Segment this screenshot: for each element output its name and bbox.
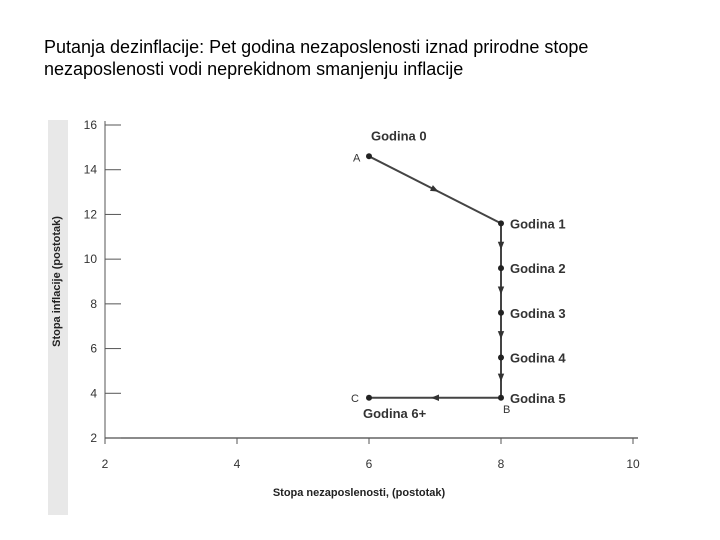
direction-arrow bbox=[498, 242, 504, 250]
point-label: Godina 5 bbox=[510, 390, 566, 406]
y-tick-label: 12 bbox=[83, 207, 97, 222]
point-letter-label: B bbox=[503, 403, 511, 416]
point-label: Godina 4 bbox=[510, 350, 566, 366]
point-label: Godina 3 bbox=[510, 305, 566, 321]
y-tick-label: 10 bbox=[83, 252, 97, 267]
x-tick-label: 2 bbox=[101, 457, 109, 471]
x-tick-label: 8 bbox=[497, 457, 505, 471]
data-point bbox=[498, 220, 504, 226]
y-tick-label: 4 bbox=[90, 386, 97, 401]
direction-arrow bbox=[498, 374, 504, 382]
data-point bbox=[498, 395, 504, 401]
data-point bbox=[498, 265, 504, 271]
y-tick-label: 14 bbox=[83, 162, 97, 177]
point-label: Godina 6+ bbox=[363, 405, 427, 421]
direction-arrow bbox=[498, 286, 504, 294]
direction-arrow bbox=[431, 395, 439, 401]
y-tick-label: 6 bbox=[90, 341, 97, 356]
point-label: Godina 0 bbox=[371, 128, 427, 144]
y-tick-label: 2 bbox=[90, 431, 97, 445]
chart-container bbox=[48, 120, 648, 515]
data-point bbox=[498, 355, 504, 361]
direction-arrow bbox=[430, 185, 440, 194]
disinflation-chart bbox=[48, 120, 648, 515]
point-letter-label: C bbox=[351, 392, 359, 405]
series bbox=[366, 153, 504, 401]
point-letter-label: A bbox=[353, 152, 361, 165]
data-point bbox=[498, 310, 504, 316]
x-tick-label: 6 bbox=[365, 457, 373, 471]
point-labels bbox=[351, 128, 566, 420]
data-point bbox=[366, 395, 372, 401]
x-tick-label: 10 bbox=[626, 457, 640, 471]
title-line-2: nezaposlenosti vodi neprekidnom smanjenju inflacije bbox=[44, 59, 464, 79]
slide-title bbox=[44, 36, 684, 80]
title-line-1: Putanja dezinflacije: Pet godina nezaposlenosti iznad prirodne stope bbox=[44, 37, 589, 57]
y-tick-label: 16 bbox=[83, 120, 97, 132]
y-axis-label: Stopa inflacije (postotak) bbox=[51, 216, 63, 347]
x-axis-label: Stopa nezaposlenosti, (postotak) bbox=[272, 487, 446, 499]
x-tick-label: 4 bbox=[233, 457, 241, 471]
ticks bbox=[84, 120, 640, 471]
y-tick-label: 8 bbox=[90, 296, 97, 311]
point-label: Godina 1 bbox=[510, 216, 566, 232]
data-point bbox=[366, 153, 372, 159]
direction-arrow bbox=[498, 331, 504, 339]
point-label: Godina 2 bbox=[510, 261, 566, 277]
